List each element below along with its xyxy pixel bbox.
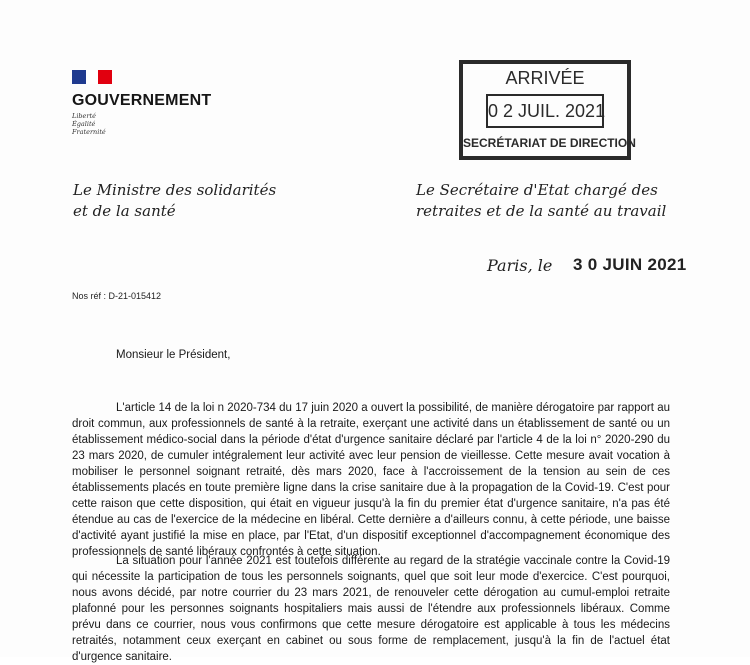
salutation: Monsieur le Président, bbox=[116, 349, 231, 361]
stamp-date: 0 2 JUIL. 2021 bbox=[486, 94, 604, 128]
body-paragraph: L'article 14 de la loi n 2020-734 du 17 juin 2020 a ouvert la possibilité, de manière dérogatoire par rapport au droit commun, aux professionnels de santé à la retraite, exerçant une activité dans un établissement de santé ou un établissement médico-social dans la période d'état d'urgence sanitaire déclaré par l'article 4 de la loi n° 2020-290 du 23 mars 2020, de cumuler intégralement leur activité avec leur pension de vieillesse. Cette mesure avait vocation à mobiliser le personnel soignant retraité, dès mars 2020, face à l'accroissement de la tension au sein de ces établissements placés en toute première ligne dans la crise sanitaire due à la propagation de la Covid-19. C'est pour cette raison que cette disposition, qui était en vigueur jusqu'à la fin du premier état d'urgence sanitaire, n'a pas été étendue au cas de l'exercice de la médecine en libéral. Cette dernière a d'ailleurs connu, à cette période, une baisse d'activité ayant justifié la mise en place, par l'Etat, d'un dispositif exceptionnel d'accompagnement économique des professionnels de santé libéraux confrontés à cette situation. bbox=[72, 402, 670, 558]
government-logo bbox=[72, 70, 212, 136]
letter-date: 3 0 JUIN 2021 bbox=[573, 255, 687, 274]
reference-number: Nos réf : D-21-015412 bbox=[72, 291, 162, 301]
letter-place: Paris, le bbox=[487, 256, 553, 275]
government-title: GOUVERNEMENT bbox=[72, 92, 212, 109]
government-motto: Liberté Égalité Fraternité bbox=[72, 112, 106, 136]
arrival-stamp bbox=[459, 60, 636, 160]
body-paragraph: La situation pour l'année 2021 est toutefois différente au regard de la stratégie vaccinale contre la Covid-19 qui nécessite la participation de tous les personnels soignants, quel que soit leur mode d'exercice. C'est pourquoi, nous avons décidé, par notre courrier du 23 mars 2021, de renouveler cette dérogation au cumul-emploi retraite plafonné pour les personnes soignants hospitaliers mais aussi de l'étendre aux professionnels libéraux. Comme prévu dans ce courrier, nous vous confirmons que cette mesure dérogatoire est applicable à tous les médecins retraités, notamment ceux exerçant en cabinet ou sous forme de remplacement, jusqu'à la fin de l'actuel état d'urgence sanitaire. bbox=[72, 555, 670, 663]
sender-minister: Le Ministre des solidarités et de la santé bbox=[73, 181, 277, 220]
marianne-flag-icon bbox=[72, 70, 112, 84]
stamp-title: ARRIVÉE bbox=[505, 68, 585, 88]
stamp-footer: SECRÉTARIAT DE DIRECTION bbox=[463, 136, 636, 150]
sender-secretary: Le Secrétaire d'Etat chargé des retraites et de la santé au travail bbox=[416, 181, 667, 220]
